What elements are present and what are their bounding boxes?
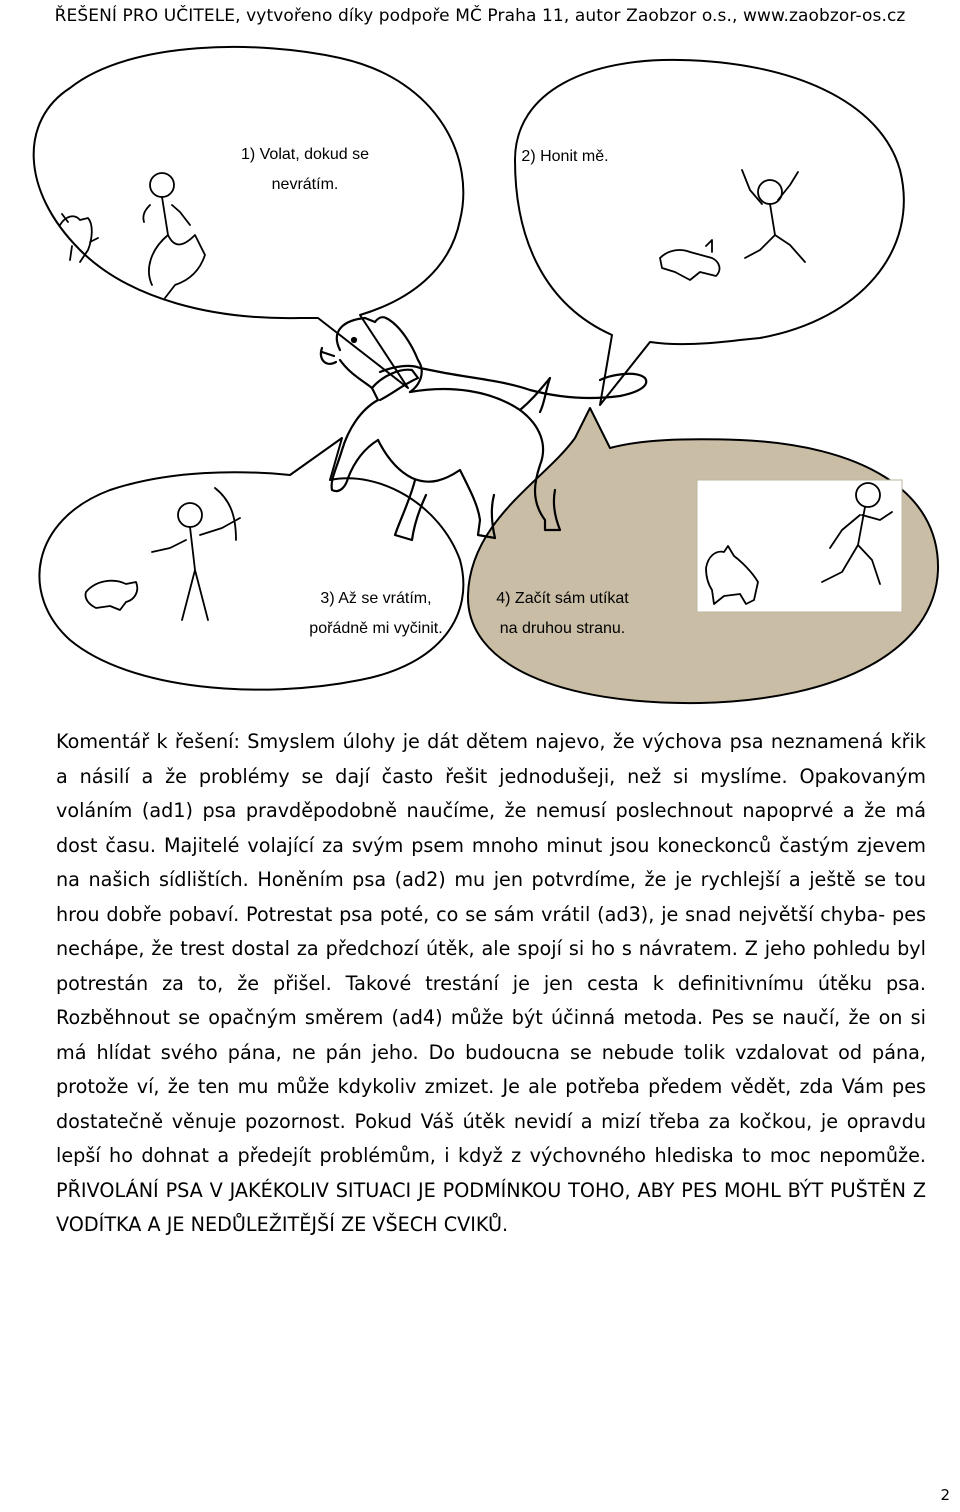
option-2-label: 2) Honit mě. — [521, 148, 609, 165]
speech-bubble-1 — [34, 47, 464, 388]
commentary-label: Komentář k řešení: — [56, 730, 240, 753]
page-number: 2 — [940, 1486, 950, 1504]
option-4-label: 4) Začít sám utíkat na druhou stranu. — [496, 590, 629, 637]
commentary-body: Smyslem úlohy je dát dětem najevo, že výchova psa neznamená křik a násilí a že problémy se dají často řešit jednodušeji, než si myslíme. Opakovaným voláním (ad1) psa pravděpodobně naučíme, že nemusí poslechnout napoprvé a že má dost času. Majitelé volající za svým psem mnoho minut jsou koneckonců častým zjevem na našich sídlištích. Honěním psa (ad2) mu jen potvrdíme, že je rychlejší a ještě se tou hrou dobře pobaví. Potrestat psa poté, co se sám vrátil (ad3), je snad největší chyba- pes nechápe, že trest dostal za předchozí útěk, ale spojí si ho s návratem. Z jeho pohledu byl potrestán za to, že přišel. Takové trestání je jen cesta k definitivnímu útěku psa. Rozběhnout se opačným směrem (ad4) může být účinná metoda. Pes se naučí, že on si má hlídat svého pána, ne pán jeho. Do budoucna se nebude tolik vzdalovat od pána, protože ví, že ten mu může kdykoliv zmizet. Je ale potřeba předem vědět, zda Vám pes dostatečně věnuje pozornost. Pokud Váš útěk nevidí a mizí třeba za kočkou, je opravdu lepší ho dohnat a předejít problémům, i když z výchovného hlediska to moc nepomůže. — [56, 730, 926, 1167]
commentary-caps: PŘIVOLÁNÍ PSA V JAKÉKOLIV SITUACI JE PODMÍNKOU TOHO, ABY PES MOHL BÝT PUŠTĚN Z VODÍTKA A JE NEDŮLEŽITĚJŠÍ ZE VŠECH CVIKŮ. — [56, 1178, 926, 1236]
solution-commentary — [56, 725, 926, 1243]
option-3-label: 3) Až se vrátím, pořádně mi vyčinit. — [309, 590, 443, 637]
speech-bubble-2 — [515, 60, 904, 405]
speech-bubble-3 — [39, 438, 463, 690]
page-header: ŘEŠENÍ PRO UČITELE, vytvořeno díky podpoře MČ Praha 11, autor Zaobzor o.s., www.zaobzor-os.cz — [54, 6, 906, 26]
option-1-label: 1) Volat, dokud se nevrátím. — [240, 146, 370, 193]
